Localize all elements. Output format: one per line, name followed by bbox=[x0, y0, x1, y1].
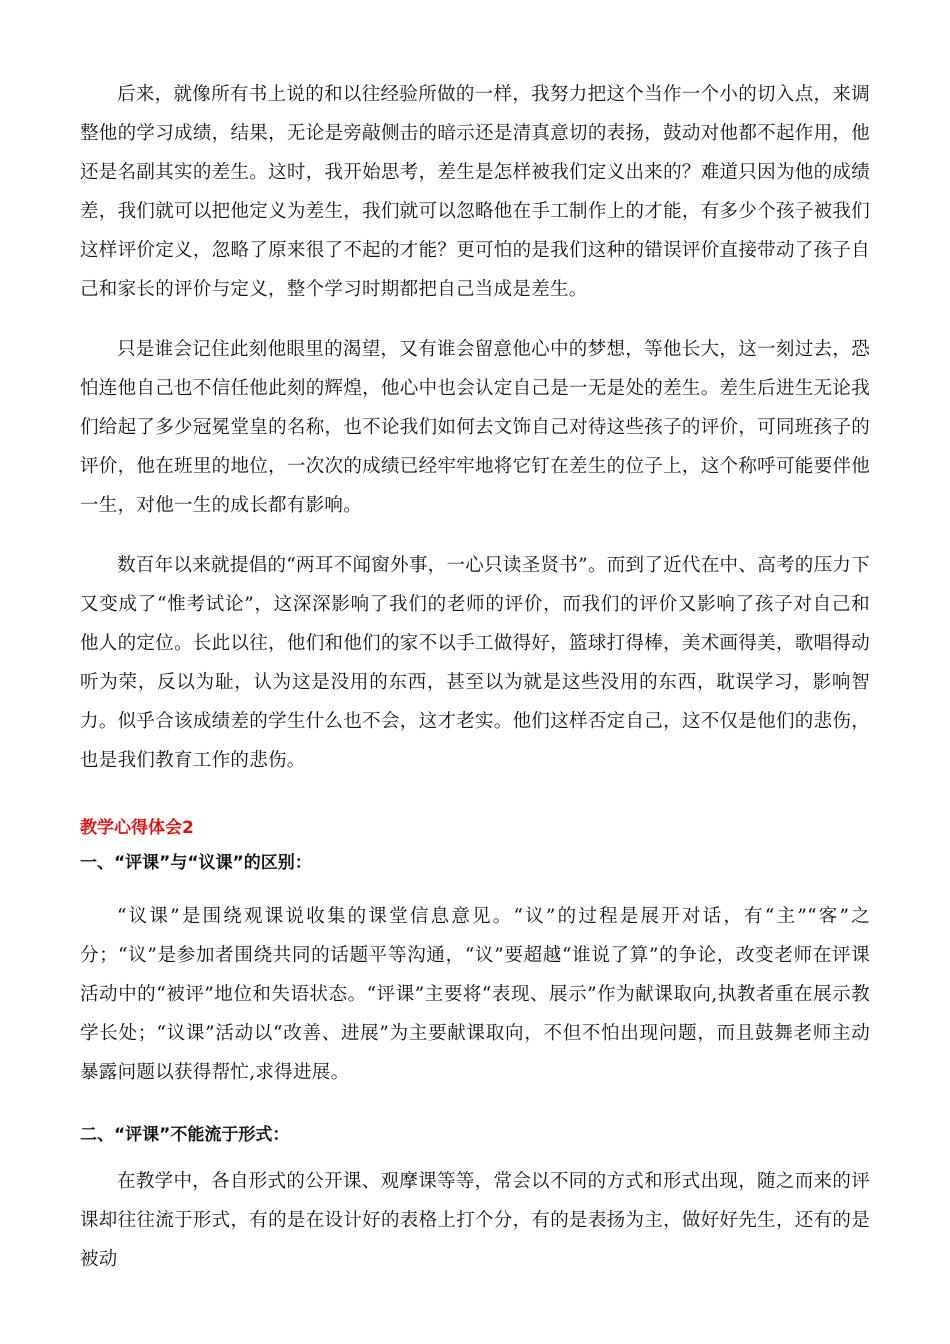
paragraph-exam-culture: 数百年以来就提倡的“两耳不闻窗外事，一心只读圣贤书”。而到了近代在中、高考的压力下又变成了“惟考试论”，这深深影响了我们的老师的评价，而我们的评价又影响了孩子对自己和他人的定位。长此以往，他们和他们的家不以手工做得好，篮球打得棒，美术画得美，歌唱得动听为荣，反以为耻，认为这是没用的东西，甚至以为就是这些没用的东西，耽误学习，影响智力。似乎合该成绩差的学生什么也不会，这才老实。他们这样否定自己，这不仅是他们的悲伤，也是我们教育工作的悲伤。 bbox=[80, 555, 870, 771]
section-title: 教学心得体会2 bbox=[80, 818, 194, 838]
heading-no-formality: 二、“评课”不能流于形式： bbox=[80, 1125, 290, 1145]
paragraph-remember-moment: 只是谁会记住此刻他眼里的渴望，又有谁会留意他心中的梦想，等他长大，这一刻过去，恐怕连他自己也不信任他此刻的辉煌，他心中也会认定自己是一无是处的差生。差生后进生无论我们给起了多少冠冕堂皇的名称，也不论我们如何去文饰自己对待这些孩子的评价，可同班孩子的评价，他在班里的地位，一次次的成绩已经牢牢地将它钉在差生的位子上，这个称呼可能要伴他一生，对他一生的成长都有影响。 bbox=[80, 339, 870, 516]
paragraph-late-student: 后来，就像所有书上说的和以往经验所做的一样，我努力把这个当作一个小的切入点，来调整他的学习成绩，结果，无论是旁敲侧击的暗示还是清真意切的表扬，鼓动对他都不起作用，他还是名副其实的差生。这时，我开始思考，差生是怎样被我们定义出来的？难道只因为他的成绩差，我们就可以把他定义为差生，我们就可以忽略他在手工制作上的才能，有多少个孩子被我们这样评价定义，忽略了原来很了不起的才能？更可怕的是我们这种的错误评价直接带动了孩子自己和家长的评价与定义，整个学习时期都把自己当成是差生。 bbox=[80, 84, 870, 300]
paragraph-discussion-definition: “议课”是围绕观课说收集的课堂信息意见。“议”的过程是展开对话，有“主”“客”之分；“议”是参加者围绕共同的话题平等沟通，“议”要超越“谁说了算”的争论，改变老师在评课活动中的“被评”地位和失语状态。“评课”主要将“表现、展示”作为献课取向,执教者重在展示教学长处；“议课”活动以“改善、进展”为主要献课取向，不但不怕出现问题，而且鼓舞老师主动暴露问题以获得帮忙,求得进展。 bbox=[80, 906, 870, 1083]
heading-evaluation-vs-discussion: 一、“评课”与“议课”的区别： bbox=[80, 853, 312, 873]
paragraph-teaching-formality: 在教学中，各自形式的公开课、观摩课等等，常会以不同的方式和形式出现，随之而来的评课却往往流于形式，有的是在设计好的表格上打个分，有的是表扬为主，做好好先生，还有的是被动 bbox=[80, 1171, 870, 1270]
